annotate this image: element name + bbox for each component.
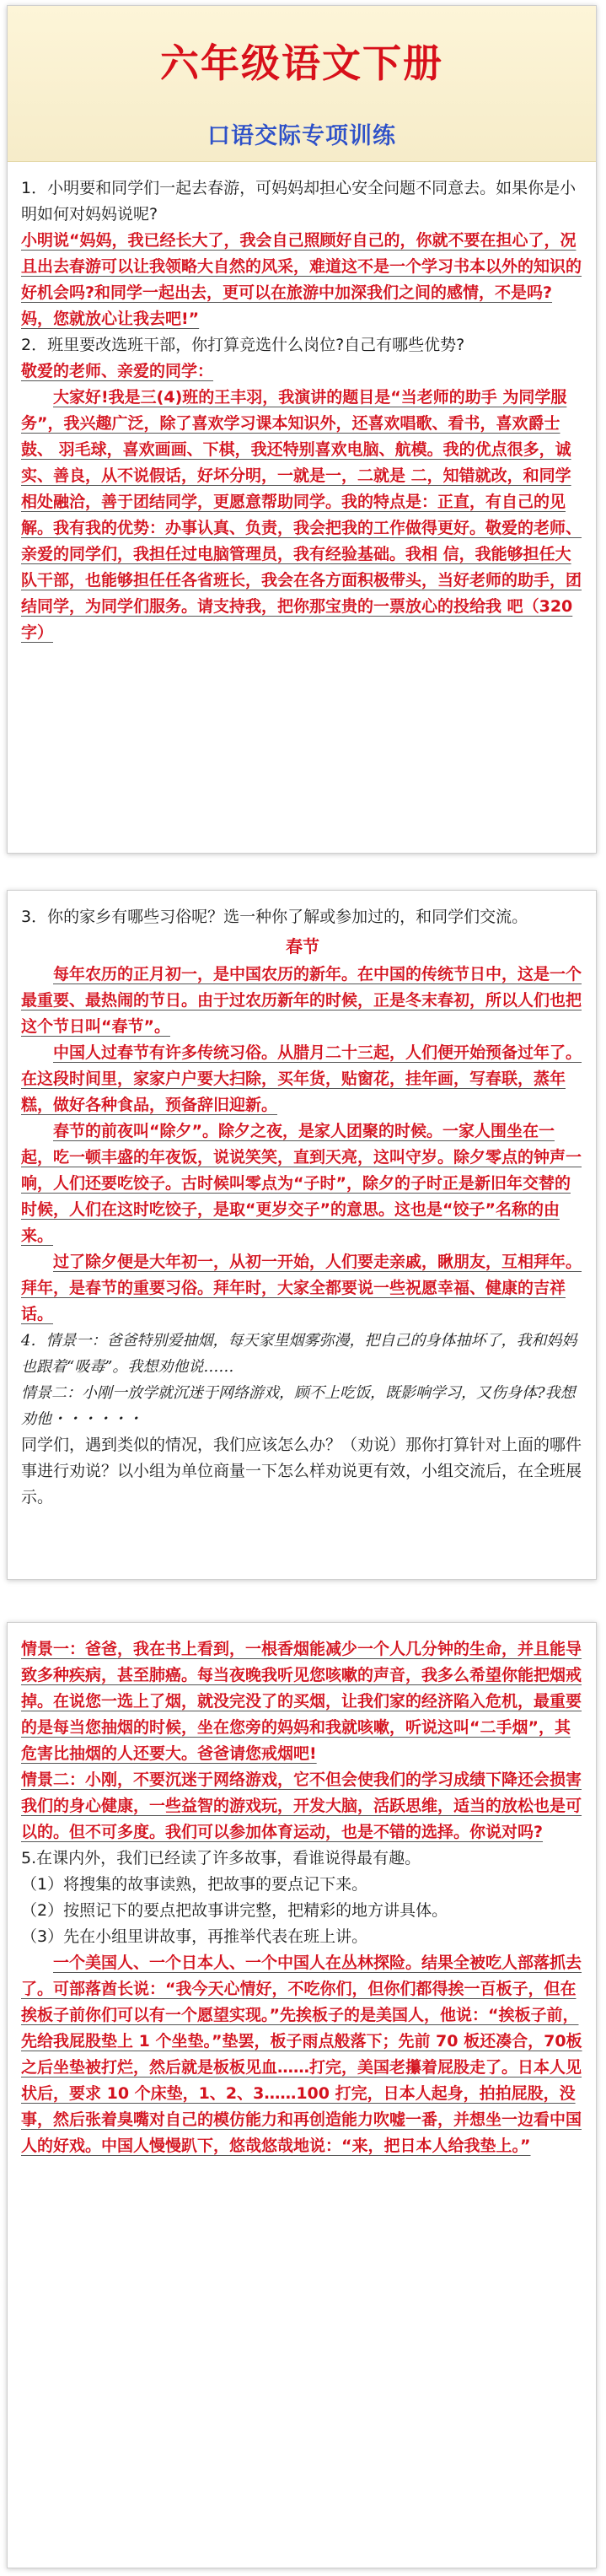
question-5: 5.在课内外，我们已经读了许多故事，看谁说得最有趣。	[21, 1849, 421, 1867]
page-subtitle: 口语交际专项训练	[207, 123, 396, 149]
question-1: 1．小明要和同学们一起去春游，可妈妈却担心安全问题不同意去。如果你是小明如何对妈妈说呢?	[21, 179, 577, 224]
essay-paragraph: 过了除夕便是大年初一，从初一开始，人们要走亲戚，瞅朋友，互相拜年。拜年，是春节的重要习俗。拜年时，大家全都要说一些祝愿幸福、健康的吉祥话。	[21, 1253, 582, 1323]
question-4: 同学们，遇到类似的情况，我们应该怎么办？（劝说）那你打算针对上面的哪件事进行劝说？以小组为单位商量一下怎么样劝说更有效，小组交流后，在全班展示。	[21, 1436, 582, 1506]
card-one	[7, 5, 597, 854]
situation-2: 情景二：小刚一放学就沉迷于网络游戏，顾不上吃饭，既影响学习，又伤身体?我想劝他・・・・・・	[21, 1384, 576, 1428]
question-2: 2．班里要改选班干部，你打算竞选什么岗位?自己有哪些优势?	[21, 336, 465, 354]
answer-situation-1: 情景一：爸爸，我在书上看到，一根香烟能减少一个人几分钟的生命，并且能导致多种疾病，甚至肺癌。每当夜晚我听见您咳嗽的声音，我多么希望你能把烟戒掉。在说您一选上了烟，就没完没了的买烟，让我们家的经济陷入危机，最重要的是每当您抽烟的时候，坐在您旁的妈妈和我就咳嗽，听说这叫“二手烟”，其危害比抽烟的人还要大。爸爸请您戒烟吧!	[21, 1640, 582, 1763]
title-banner	[8, 6, 596, 162]
essay-paragraph: 中国人过春节有许多传统习俗。从腊月二十三起，人们便开始预备过年了。在这段时间里，家家户户要大扫除，买年货，贴窗花，挂年画，写春联，蒸年糕，做好各种食品，预备辞旧迎新。	[21, 1043, 582, 1114]
card-one-content	[8, 162, 596, 655]
answer-1: 小明说“妈妈，我已经长大了，我会自己照顾好自己的，你就不要在担心了，况且出去春游可以让我领略大自然的风采，难道这不是一个学习书本以外的知识的好机会吗?和同学一起出去，更可以在旅游中加深我们之间的感情，不是吗?妈，您就放心让我去吧!”	[21, 231, 582, 328]
question-5-step: （1）将搜集的故事读熟，把故事的要点记下来。	[21, 1875, 368, 1894]
situation-1: 4．情景一：爸爸特别爱抽烟，每天家里烟雾弥漫，把自己的身体抽坏了，我和妈妈也跟着“吸毒”。我想劝他说……	[21, 1332, 577, 1376]
essay-title: 春节	[286, 936, 319, 957]
answer-2-greeting: 敬爱的老师、亲爱的同学：	[21, 362, 214, 380]
card-three-content	[8, 1623, 596, 2168]
card-three	[7, 1622, 597, 2568]
answer-2-speech: 大家好!我是三(4)班的王丰羽，我演讲的题目是“当老师的助手 为同学服务”，我兴趣广泛，除了喜欢学习课本知识外，还喜欢唱歌、看书，喜欢爵士鼓、 羽毛球，喜欢画画、下棋，我还特别喜欢电脑、航模。我的优点很多，诚实、善良，从不说假话，好坏分明，一就是一，二就是 二，知错就改，和同学相处融洽，善于团结同学，更愿意帮助同学。我的特点是：正直，有自己的见解。我有我的优势：办事认真、负责，我会把我的工作做得更好。敬爱的老师、亲爱的同学们，我担任过电脑管理员，我有经验基础。我相 信，我能够担任大队干部，也能够担任任各省班长，我会在各方面积极带头，当好老师的助手，团结同学，为同学们服务。请支持我，把你那宝贵的一票放心的投给我 吧（320 字）	[21, 388, 582, 642]
page-title: 六年级语文下册	[160, 40, 443, 86]
question-5-step: （2）按照记下的要点把故事讲完整，把精彩的地方讲具体。	[21, 1901, 448, 1920]
question-5-step: （3）先在小组里讲故事，再推举代表在班上讲。	[21, 1927, 368, 1946]
story-text: 一个美国人、一个日本人、一个中国人在丛林探险。结果全被吃人部落抓去了。可部落酋长说：“我今天心情好，不吃你们，但你们都得挨一百板子，但在挨板子前你们可以有一个愿望实现。”先挨板子的是美国人，他说：“挨板子前，先给我屁股垫上 1 个坐垫。”垫罢，板子雨点般落下；先前 70 板还凑合，70板之后坐垫被打烂，然后就是板板见血……打完，美国老攥着屁股走了。日本人见状后，要求 10 个床垫，1、2、3……100 打完，日本人起身，拍拍屁股，没事，然后张着臭嘴对自己的模仿能力和再创造能力吹嘘一番，并想坐一边看中国人的好戏。中国人慢慢趴下，悠哉悠哉地说：“来，把日本人给我垫上。”	[21, 1954, 582, 2155]
card-two-content	[8, 891, 596, 1519]
essay-paragraph: 春节的前夜叫“除夕”。除夕之夜，是家人团聚的时候。一家人围坐在一起，吃一顿丰盛的年夜饭，说说笑笑，直到天亮，这叫守岁。除夕零点的钟声一响，人们还要吃饺子。古时候叫零点为“子时”，除夕的子时正是新旧年交替的时候，人们在这时吃饺子，是取“更岁交子”的意思。这也是“饺子”名称的由来。	[21, 1122, 582, 1245]
answer-situation-2: 情景二：小刚，不要沉迷于网络游戏，它不但会使我们的学习成绩下降还会损害我们的身心健康，一些益智的游戏玩，开发大脑，活跃思维，适当的放松也是可以的。但不可多度。我们可以参加体育运动，也是不错的选择。你说对吗?	[21, 1770, 582, 1841]
question-3: 3．你的家乡有哪些习俗呢？选一种你了解或参加过的，和同学们交流。	[21, 908, 528, 926]
card-two	[7, 890, 597, 1580]
essay-paragraph: 每年农历的正月初一，是中国农历的新年。在中国的传统节日中，这是一个最重要、最热闹的节日。由于过农历新年的时候，正是冬末春初，所以人们也把这个节日叫“春节”。	[21, 965, 582, 1036]
